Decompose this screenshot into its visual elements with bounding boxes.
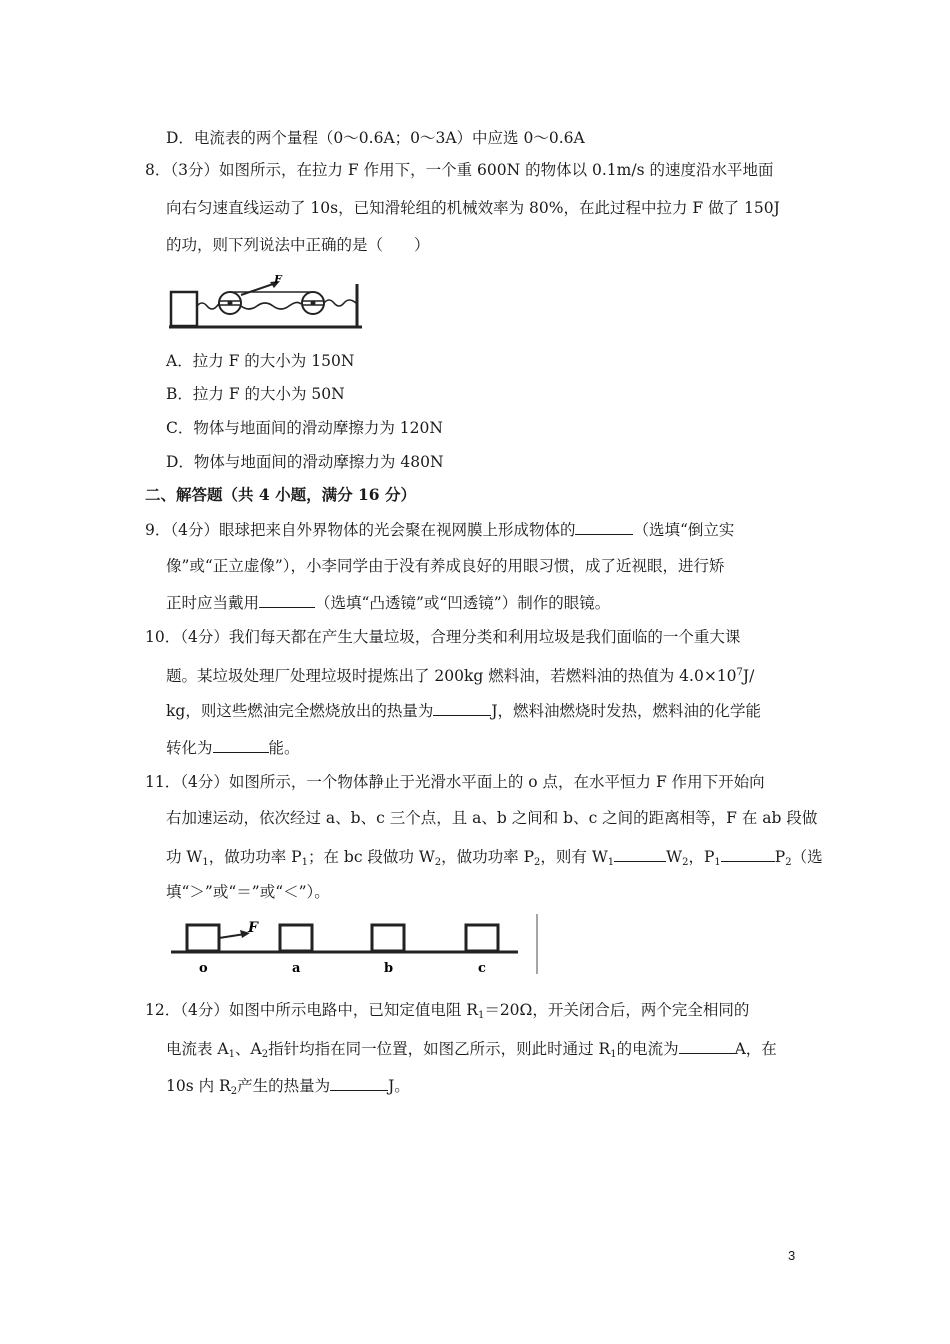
q11-t3: ；在 bc 段做功 W [307, 848, 435, 866]
q9-blank-1 [575, 519, 633, 535]
q11-line2: 右加速运动，依次经过 a、b、c 三个点，且 a、b 之间和 b、c 之间的距离相等，F 在 ab 段做 [166, 809, 818, 827]
q8-stem-line1: 8．（3分）如图所示，在拉力 F 作用下，一个重 600N 的物体以 0.1m/s 的速度沿水平地面 [145, 161, 774, 179]
q12-sub1: 1 [477, 1010, 485, 1021]
fig-label-b: b [384, 961, 394, 976]
q10-text-2b: J/ [742, 667, 755, 685]
q12-sub3: 2 [261, 1049, 269, 1060]
q12-line3 [166, 1075, 410, 1102]
q10-text-4b: 能。 [268, 739, 300, 757]
q11-sub7: 1 [714, 857, 721, 868]
q11-line1: 11．（4分）如图所示，一个物体静止于光滑水平面上的 o 点，在水平恒力 F 作用下开始向 [145, 773, 765, 791]
q12-t7: A，在 [734, 1040, 777, 1058]
q10-exponent: 7 [736, 667, 743, 678]
q11-blank-1 [614, 846, 666, 862]
q11-t4: ，做功功率 P [441, 848, 535, 866]
q10-blank-1 [433, 700, 491, 716]
q10-line2 [166, 663, 754, 686]
q7-option-d: D．电流表的两个量程（0～0.6A；0～3A）中应选 0～0.6A [166, 129, 585, 147]
q12-t4: 、A [235, 1040, 262, 1058]
q8-option-d: D．物体与地面间的滑动摩擦力为 480N [166, 453, 444, 471]
q11-line4: 填“＞”或“＝”或“＜”）。 [166, 883, 330, 901]
q10-line3 [166, 700, 761, 721]
q8-option-b: B．拉力 F 的大小为 50N [166, 385, 345, 403]
q12-blank-1 [679, 1038, 735, 1054]
section-2-heading: 二、解答题（共 4 小题，满分 16 分） [145, 485, 416, 504]
fig-label-c: c [478, 961, 486, 976]
q11-sub3: 2 [434, 857, 442, 868]
page-number: 3 [788, 1248, 796, 1263]
q12-t3: 电流表 A [166, 1040, 229, 1058]
q11-blank-2 [721, 846, 775, 862]
q12-sub5: 2 [230, 1086, 238, 1097]
q11-t7: ，P [688, 848, 715, 866]
q9-text-1a: 9．（4分）眼球把来自外界物体的光会聚在视网膜上形成物体的 [145, 521, 576, 539]
q9-line3 [166, 592, 610, 613]
force-label-f: F [274, 273, 282, 286]
q12-t8: 10s 内 R [166, 1077, 231, 1095]
q12-t10: J。 [388, 1077, 410, 1095]
fig-force-label: F [248, 920, 258, 936]
q12-t5: 指针均指在同一位置，如图乙所示，则此时通过 R [268, 1040, 611, 1058]
q10-text-4a: 转化为 [166, 739, 213, 757]
q12-t1: 12．（4分）如图中所示电路中，已知定值电阻 R [145, 1001, 478, 1019]
q9-line2: 像”或“正立虚像”），小李同学由于没有养成良好的用眼习惯，成了近视眼，进行矫 [166, 557, 725, 575]
q11-sub5: 1 [607, 857, 615, 868]
q12-sub2: 1 [228, 1049, 235, 1060]
q8-stem-line3: 的功，则下列说法中正确的是（ ） [166, 236, 430, 254]
q8-option-c: C．物体与地面间的滑动摩擦力为 120N [166, 419, 443, 437]
q10-line4 [166, 737, 300, 758]
q12-t6: 的电流为 [616, 1040, 679, 1058]
q11-sub2: 1 [301, 857, 308, 868]
q12-line1 [145, 1000, 749, 1026]
q9-blank-2 [259, 592, 315, 608]
q11-sub4: 2 [534, 857, 541, 868]
q10-text-3b: J，燃料油燃烧时发热，燃料油的化学能 [491, 702, 762, 720]
q8-option-a: A．拉力 F 的大小为 150N [166, 352, 355, 370]
q11-t8: P [774, 848, 786, 866]
fig-label-a: a [292, 961, 301, 976]
q11-t2: ，做功功率 P [208, 848, 302, 866]
q11-t9: （选 [791, 848, 823, 866]
q10-text-2a: 题。某垃圾处理厂处理垃圾时提炼出了 200kg 燃料油，若燃料油的热值为 4.0×10 [166, 667, 737, 685]
q12-t9: 产生的热量为 [237, 1077, 331, 1095]
q12-blank-2 [330, 1075, 388, 1091]
q11-sub6: 2 [682, 857, 689, 868]
q10-text-3a: kg，则这些燃油完全燃烧放出的热量为 [166, 702, 434, 720]
q11-sub1: 1 [202, 857, 209, 868]
motion-figure [168, 910, 548, 976]
q11-t6: W [666, 848, 683, 866]
q12-t2: ＝20Ω，开关闭合后，两个完全相同的 [484, 1001, 750, 1019]
q12-sub4: 1 [610, 1049, 617, 1060]
q11-t5: ，则有 W [540, 848, 608, 866]
q10-line1: 10．（4分）我们每天都在产生大量垃圾，合理分类和利用垃圾是我们面临的一个重大课 [145, 628, 741, 646]
q11-t1: 功 W [166, 848, 203, 866]
q10-blank-2 [213, 737, 269, 753]
pulley-figure [166, 270, 366, 332]
q9-text-3a: 正时应当戴用 [166, 594, 260, 612]
q9-line1 [145, 519, 734, 540]
q12-line2 [166, 1038, 777, 1065]
q9-text-3b: （选填“凸透镜”或“凹透镜”）制作的眼镜。 [315, 594, 611, 612]
q11-sub8: 2 [785, 857, 792, 868]
fig-label-o: o [199, 961, 208, 976]
q11-line3 [166, 846, 823, 873]
q9-text-1b: （选填“倒立实 [633, 521, 735, 539]
q8-stem-line2: 向右匀速直线运动了 10s，已知滑轮组的机械效率为 80%，在此过程中拉力 F 做了 150J [166, 199, 780, 217]
